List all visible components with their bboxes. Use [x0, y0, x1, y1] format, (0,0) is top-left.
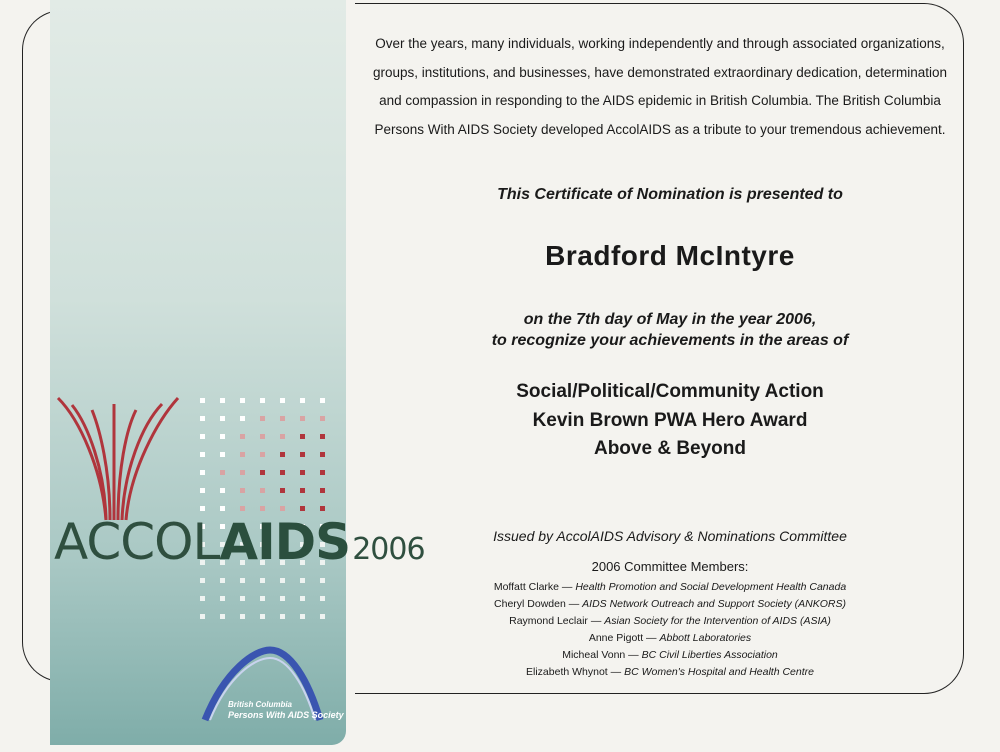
dot-square: [240, 434, 245, 439]
dot-square: [300, 596, 305, 601]
dot-square: [260, 452, 265, 457]
dot-square: [300, 398, 305, 403]
dot-square: [300, 614, 305, 619]
date-line: on the 7th day of May in the year 2006,: [523, 311, 817, 328]
dot-square: [320, 416, 325, 421]
dot-square: [320, 434, 325, 439]
dot-square: [300, 416, 305, 421]
dot-square: [220, 452, 225, 457]
dot-square: [260, 398, 265, 403]
recipient-name: Bradford McIntyre: [545, 240, 795, 271]
dot-square: [280, 578, 285, 583]
committee-members-list: [350, 579, 990, 681]
date-block: [350, 309, 990, 351]
dot-square: [240, 596, 245, 601]
committee-member: Raymond Leclair — Asian Society for the Intervention of AIDS (ASIA): [509, 615, 831, 627]
committee-member: Micheal Vonn — BC Civil Liberties Association: [562, 649, 778, 661]
dot-square: [200, 452, 205, 457]
dot-square: [280, 614, 285, 619]
dot-square: [220, 416, 225, 421]
award-item: Kevin Brown PWA Hero Award: [532, 409, 808, 431]
dot-grid-graphic: [200, 398, 325, 619]
dot-square: [240, 614, 245, 619]
intro-line: Over the years, many individuals, working independently and through associated organizations,: [375, 36, 945, 51]
dot-square: [220, 398, 225, 403]
committee-member: Anne Pigott — Abbott Laboratories: [588, 632, 752, 644]
dot-square: [280, 470, 285, 475]
dot-square: [320, 470, 325, 475]
dot-square: [320, 452, 325, 457]
intro-paragraph: [355, 30, 965, 144]
accolaids-graphic: [50, 0, 346, 745]
dot-square: [300, 506, 305, 511]
dot-square: [300, 452, 305, 457]
dot-square: [240, 452, 245, 457]
dot-square: [240, 488, 245, 493]
accolaids-side-panel: [50, 0, 346, 745]
dot-square: [260, 416, 265, 421]
committee-member: Cheryl Dowden — AIDS Network Outreach and Support Society (ANKORS): [494, 598, 846, 610]
dot-square: [260, 470, 265, 475]
dot-square: [260, 488, 265, 493]
dot-square: [300, 578, 305, 583]
dot-square: [300, 434, 305, 439]
issued-by: Issued by AccolAIDS Advisory & Nominations Committee: [493, 528, 847, 544]
dot-square: [240, 416, 245, 421]
dot-square: [280, 488, 285, 493]
accolaids-logo-text: ACCOLAIDS2006: [54, 513, 425, 571]
dot-square: [200, 434, 205, 439]
dot-square: [280, 506, 285, 511]
dot-square: [200, 614, 205, 619]
dot-square: [260, 578, 265, 583]
award-item: Above & Beyond: [593, 438, 747, 459]
dot-square: [280, 452, 285, 457]
dot-square: [260, 434, 265, 439]
award-item: Social/Political/Community Action: [516, 381, 824, 402]
bcpwa-society-logo-text: British Columbia Persons With AIDS Society: [228, 700, 344, 720]
dot-square: [200, 596, 205, 601]
areas-line: to recognize your achievements in the areas of: [491, 332, 849, 349]
intro-line: and compassion in responding to the AIDS epidemic in British Columbia. The British Columbia: [379, 93, 941, 108]
dot-square: [280, 398, 285, 403]
committee-member: Moffatt Clarke — Health Promotion and Social Development Health Canada: [493, 581, 847, 593]
dot-square: [200, 416, 205, 421]
dot-square: [220, 614, 225, 619]
dot-square: [300, 488, 305, 493]
dot-square: [320, 506, 325, 511]
dot-square: [220, 578, 225, 583]
dot-square: [200, 398, 205, 403]
dot-square: [240, 578, 245, 583]
dot-square: [220, 506, 225, 511]
dot-square: [300, 470, 305, 475]
fountain-icon: [58, 398, 178, 520]
intro-line: groups, institutions, and businesses, have demonstrated extraordinary dedication, determination: [372, 64, 948, 80]
dot-square: [280, 596, 285, 601]
dot-square: [260, 506, 265, 511]
dot-square: [280, 434, 285, 439]
dot-square: [240, 470, 245, 475]
presented-line: This Certificate of Nomination is presented to: [497, 186, 843, 203]
dot-square: [220, 470, 225, 475]
dot-square: [260, 596, 265, 601]
dot-square: [320, 596, 325, 601]
dot-square: [240, 506, 245, 511]
dot-square: [200, 470, 205, 475]
dot-square: [200, 506, 205, 511]
dot-square: [320, 488, 325, 493]
dot-square: [200, 488, 205, 493]
dot-square: [220, 488, 225, 493]
dot-square: [200, 578, 205, 583]
dot-square: [320, 614, 325, 619]
award-categories: [350, 378, 990, 464]
committee-member: Elizabeth Whynot — BC Women's Hospital and Health Centre: [526, 666, 814, 678]
dot-square: [260, 614, 265, 619]
dot-square: [240, 398, 245, 403]
intro-line: Persons With AIDS Society developed AccolAIDS as a tribute to your tremendous achievement.: [374, 121, 946, 137]
committee-title: 2006 Committee Members:: [591, 559, 749, 574]
dot-square: [320, 578, 325, 583]
dot-square: [220, 434, 225, 439]
dot-square: [320, 398, 325, 403]
dot-square: [280, 416, 285, 421]
dot-square: [220, 596, 225, 601]
